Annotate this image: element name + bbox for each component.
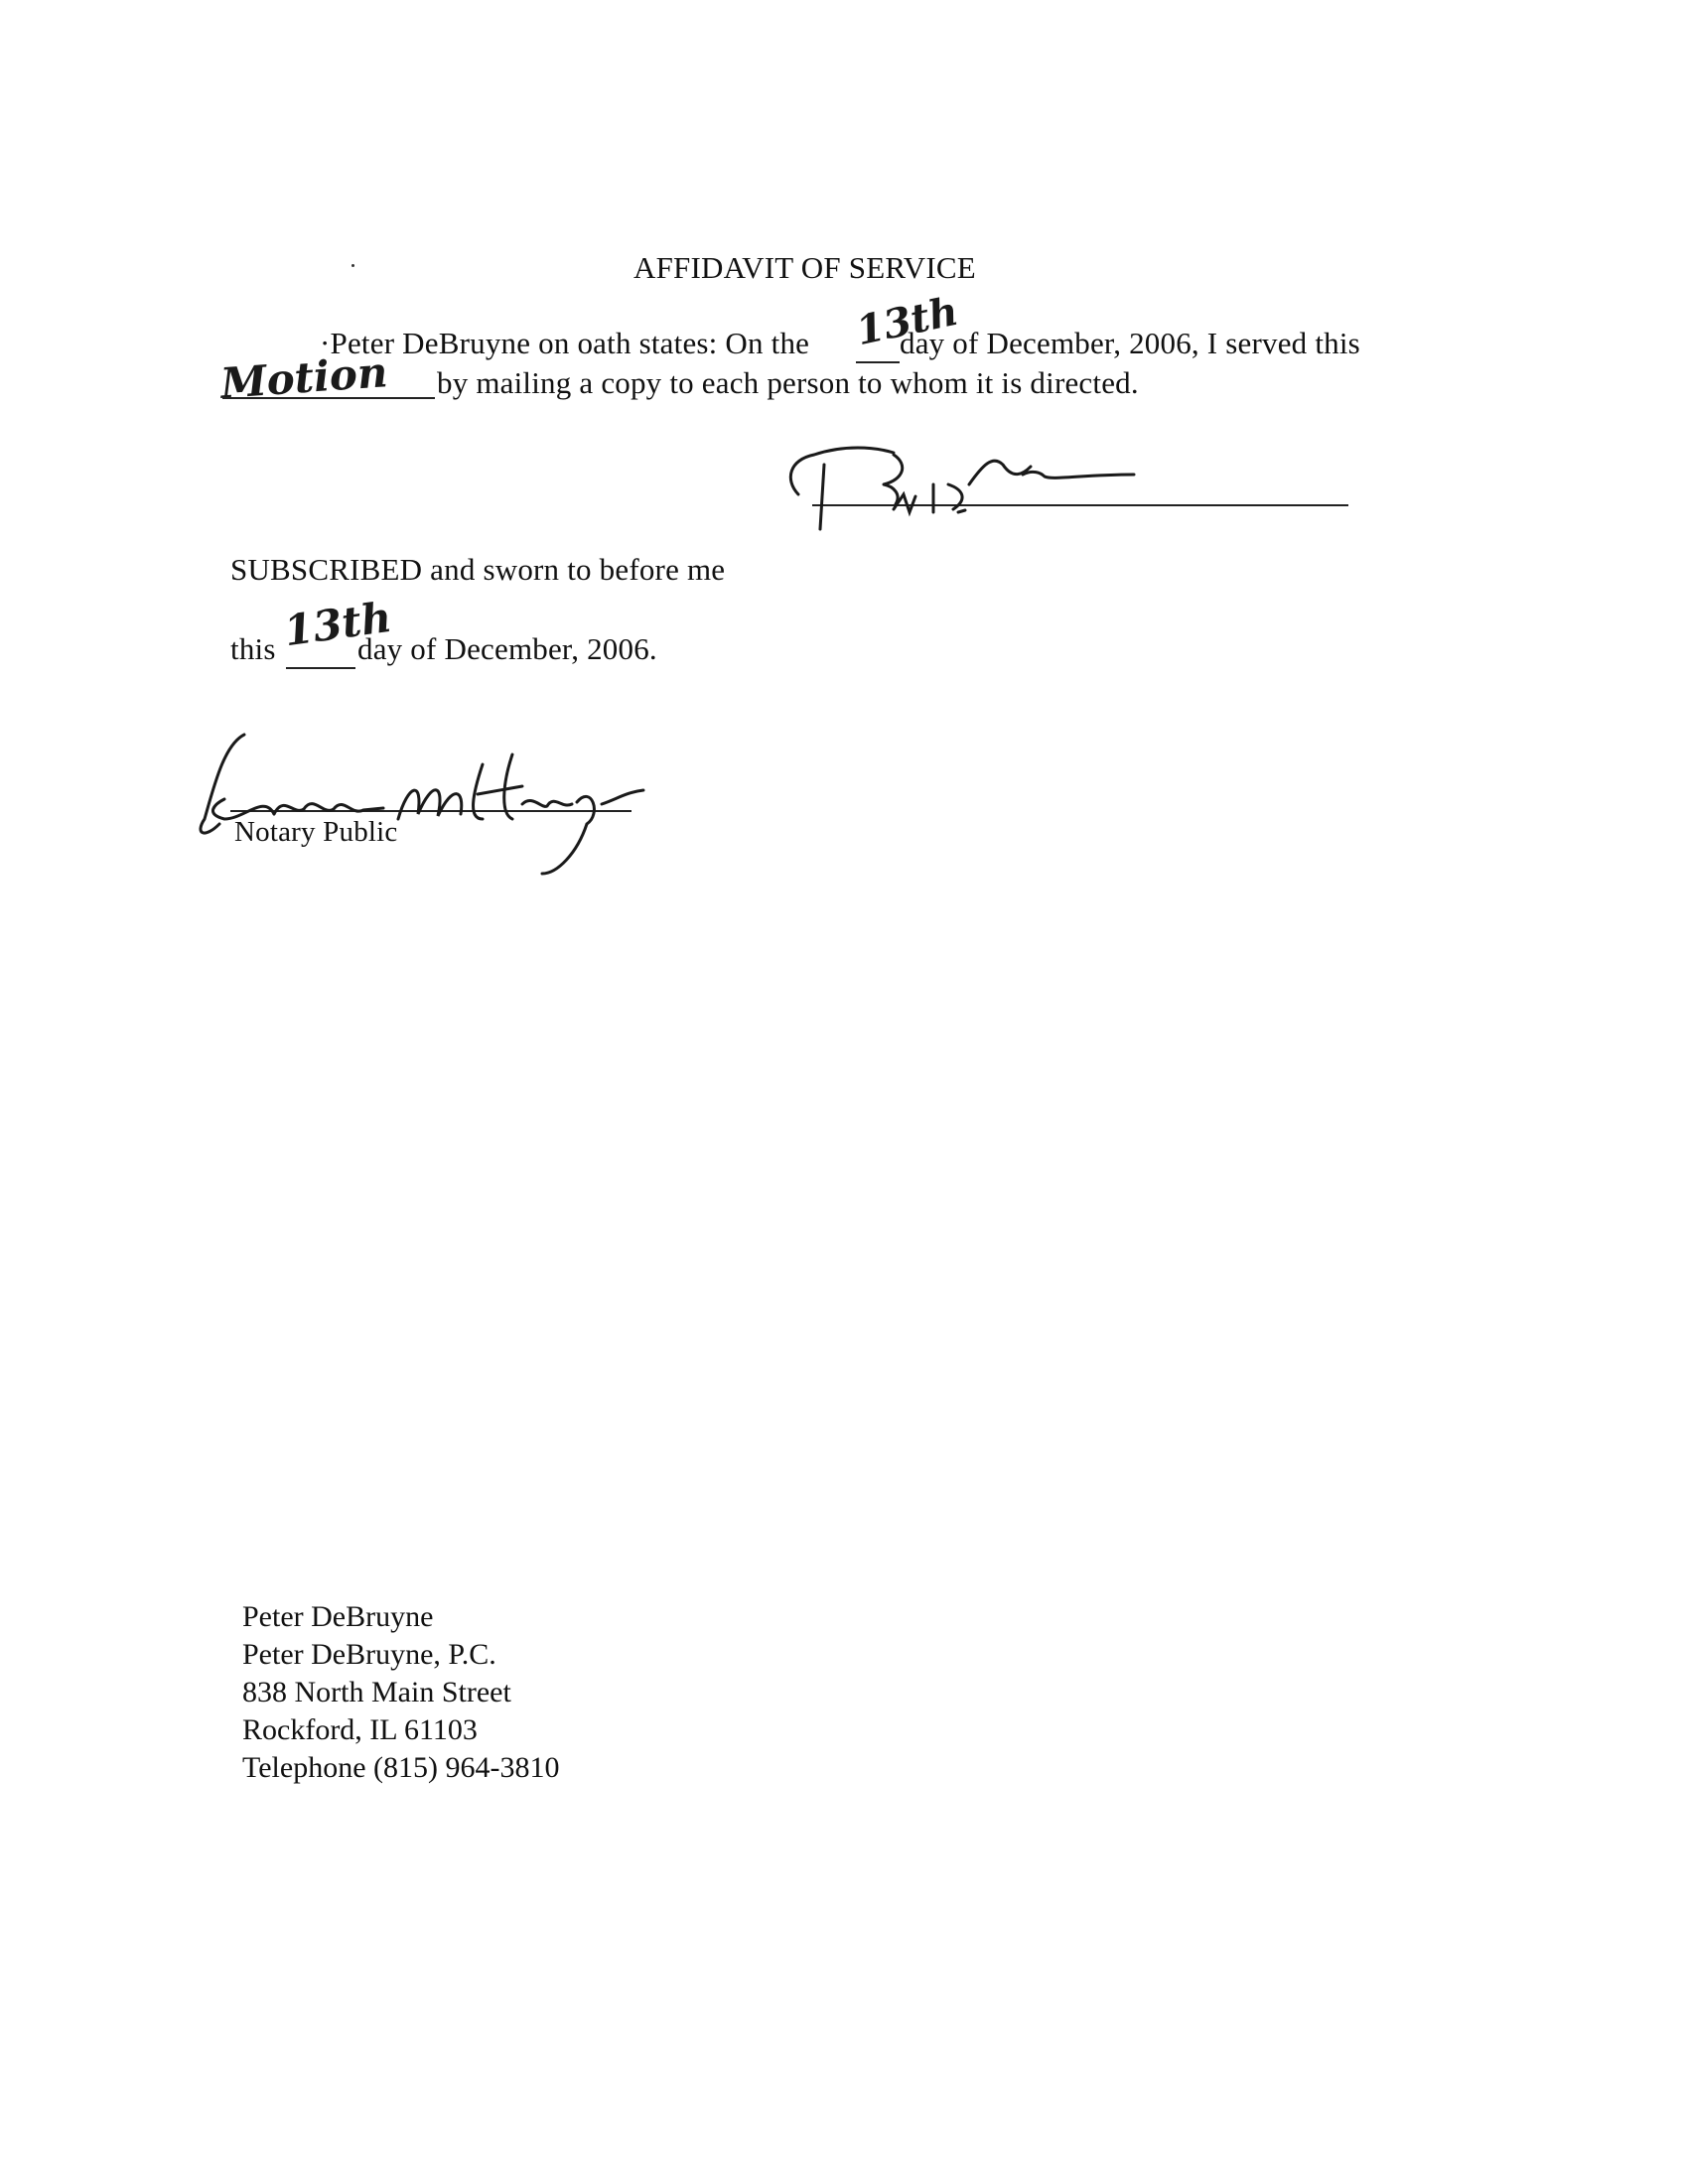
address-street: 838 North Main Street — [242, 1676, 511, 1708]
service-line-1-start: ·Peter DeBruyne on oath states: On the — [320, 326, 810, 360]
jurat-day-blank — [286, 667, 355, 669]
address-firm: Peter DeBruyne, P.C. — [242, 1638, 496, 1671]
notary-label: Notary Public — [234, 816, 398, 848]
address-city: Rockford, IL 61103 — [242, 1713, 478, 1746]
affiant-signature — [784, 425, 1142, 534]
document-title: AFFIDAVIT OF SERVICE — [633, 250, 976, 285]
served-document-blank — [222, 397, 435, 399]
jurat-day-handwritten: 13th — [281, 592, 395, 656]
served-document-handwritten: Motion — [218, 347, 389, 408]
address-block — [242, 1598, 559, 1787]
jurat-line-1: SUBSCRIBED and sworn to before me — [230, 552, 726, 587]
service-line-1-end: day of December, 2006, I served this — [900, 326, 1360, 360]
address-name: Peter DeBruyne — [242, 1600, 434, 1633]
service-line-2: by mailing a copy to each person to whom it is directed. — [437, 365, 1139, 400]
service-day-blank — [856, 361, 900, 363]
notary-signature — [185, 725, 651, 884]
jurat-line-2-end: day of December, 2006. — [357, 631, 657, 666]
stray-mark — [351, 264, 354, 267]
service-day-handwritten: 13th — [852, 287, 962, 355]
jurat-this-prefix: this — [230, 631, 276, 666]
address-telephone: Telephone (815) 964-3810 — [242, 1751, 560, 1784]
